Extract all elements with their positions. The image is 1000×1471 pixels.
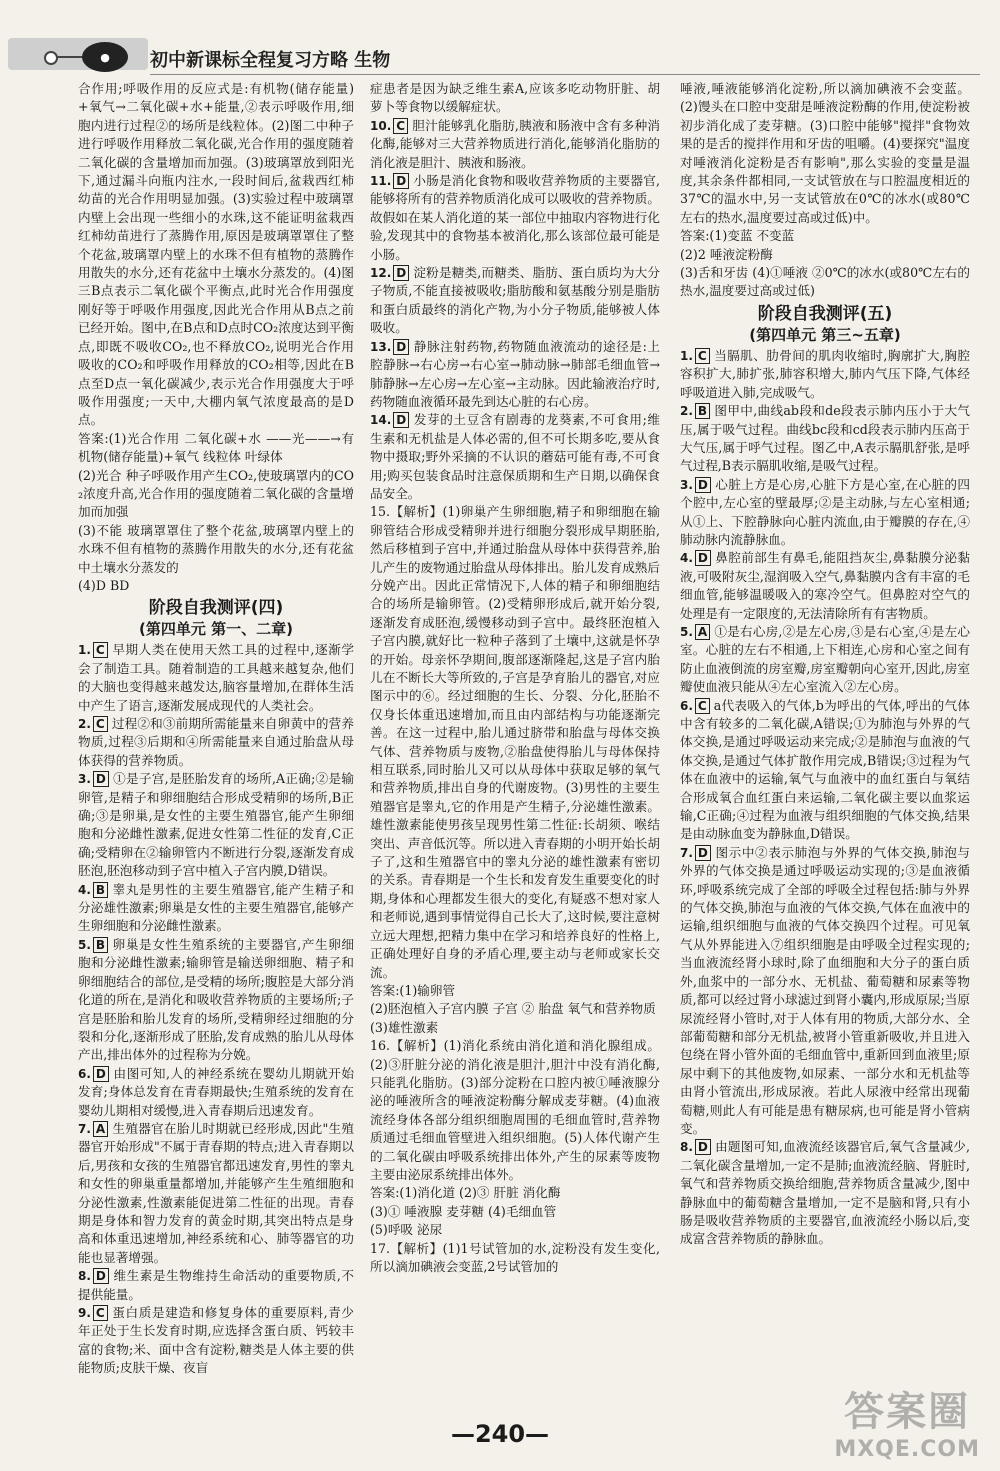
section-subtitle: (第四单元 第三~五章) (749, 325, 901, 344)
answer: 答案:(1)光合作用 二氧化碳+水 ——光——→有机物(储存能量)+氧气 线粒体 叶绿体 (78, 430, 354, 465)
answer-item (680, 1138, 970, 1248)
item-number: 7. (680, 845, 693, 860)
answer-letter: A (695, 624, 710, 640)
answer-letter: C (93, 1305, 108, 1321)
answer-letter: D (93, 1066, 109, 1082)
page-header (0, 0, 1000, 78)
answer-letter: B (93, 937, 108, 953)
answer: (3)舌和牙齿 (4)①唾液 ②0℃的冰水(或80℃左右的热水,温度要过高或过低) (680, 265, 970, 299)
item-text: 胆汁能够乳化脂肪,胰液和肠液中含有多种消化酶,能够对三大营养物质进行消化,能够消化脂肪的消化液是胆汁、胰液和肠液。 (370, 117, 660, 170)
answer-item (78, 936, 354, 1065)
answer: (2)胚泡植入子宫内膜 子宫 ② 胎盘 氧气和营养物质 (370, 1001, 656, 1017)
item-number: 12. (370, 266, 392, 281)
question-15: 15.【解析】(1)卵巢产生卵细胞,精子和卵细胞在输卵管结合形成受精卵并进行细胞分裂形成早期胚胎,然后移植到子宫中,并通过胎盘从母体中获得营养,胎儿产生的废物通过胎盘从母体排出。胎儿发育成熟后分娩产出。因此正常情况下,人体的精子和卵细胞结合的场所是输卵管。(2)受精卵形成后,就开始分裂,逐渐发育成胚泡,缓慢移动到子宫中。最终胚泡植入子宫内膜,就好比一粒种子落到了土壤中,这就是怀孕的开始。母亲怀孕期间,腹部逐渐隆起,这是子宫内胎儿在不断长大等所致的,子宫是孕育胎儿的器官,对应图示中的⑥。经过细胞的生长、分裂、分化,胚胎不仅身长体重迅速增加,而且由内部结构与功能逐渐完善。在这一过程中,胎儿通过脐带和胎盘与母体交换气体、营养物质与废物,②胎盘使得胎儿与母体保持相互联系,同时胎儿又可以从母体中获取足够的氧气和营养物质,排出自身的代谢废物。(3)男性的主要生殖器官是睾丸,它的作用是产生精子,分泌雄性激素。雄性激素能使男孩呈现男性第二性征:长胡须、喉结突出、声音低沉等。所以进入青春期的小明开始长胡子了,这和生殖器官中的睾丸分泌的雄性激素有密切的关系。青春期是一个生长和发育发生重要变化的时期,身体和心理都发生很大的变化,有疑惑不想对家人和老师说,遇到事情觉得自己长大了,这时候,要注意树立远大理想,把精力集中在学习和培养良好的性格上,正确处理好自身的矛盾心理,要主动与老师或家长交流。 (370, 504, 660, 980)
item-text: 淀粉是糖类,而糖类、脂肪、蛋白质均为大分子物质,不能直接被吸收;脂肪酸和氨基酸分别是脂肪和蛋白质最终的消化产物,为小分子物质,能够被人体吸收。 (370, 265, 660, 336)
item-text: 静脉注射药物,药物随血液流动的途径是:上腔静脉→右心房→右心室→肺动脉→肺部毛细血管→肺静脉→左心房→左心室→主动脉。因此输液治疗时,药物随血液循环最先到达心脏的右心房。 (370, 338, 660, 409)
answer-letter: C (393, 118, 408, 134)
answer-letter: D (93, 1268, 109, 1284)
answer-letter: B (93, 882, 108, 898)
answer: (2)2 唾液淀粉酶 (680, 246, 773, 262)
answer-item (680, 549, 970, 623)
item-number: 1. (680, 348, 693, 363)
answer: (2)光合 种子呼吸作用产生CO₂,使玻璃罩内的CO₂浓度升高,光合作用的强度随着二氧化碳的含量增加而加强 (78, 467, 354, 520)
answer-item (370, 264, 660, 338)
answer-item (680, 476, 970, 550)
answer-letter: C (93, 716, 108, 732)
item-number: 2. (78, 717, 91, 731)
question-17: 17.【解析】(1)1号试管加的水,淀粉没有发生变化,所以滴加碘液会变蓝,2号试管加的 (370, 1240, 660, 1274)
item-text: ①是右心房,②是左心房,③是右心室,④是左心室。心脏的左右不相通,上下相连,心房和心室之间有防止血液倒流的房室瓣,房室瓣朝向心室开,因此,房室瓣使血液只能从④左心室流入②左心房。 (680, 623, 970, 695)
item-number: 6. (78, 1066, 91, 1081)
answer: (3)① 唾液腺 麦芽糖 (4)毛细血管 (370, 1203, 557, 1219)
answer-letter: C (695, 348, 710, 364)
item-text: 小肠是消化食物和吸收营养物质的主要器官,能够将所有的营养物质消化成可以吸收的营养物质。故假如在某人消化道的某一部位中抽取内容物进行化验,发现其中的食物基本被消化,那么该部位最可能是小肠。 (370, 173, 660, 262)
answer-letter: D (695, 845, 711, 861)
item-number: 3. (78, 772, 91, 787)
paragraph: 症患者是因为缺乏维生素A,应该多吃动物肝脏、胡萝卜等食物以缓解症状。 (370, 81, 660, 115)
answer-letter: D (393, 339, 409, 355)
item-text: ①是子宫,是胚胎发育的场所,A正确;②是输卵管,是精子和卵细胞结合形成受精卵的场所,B正确;③是卵巢,是女性的主要生殖器官,能产生卵细胞和分泌雌性激素,促进女性第二性征的发育,C正确;受精卵在②输卵管内不断进行分裂,逐渐发育成胚泡,胚泡移动到子宫中植入子宫内膜,D错误。 (78, 771, 354, 879)
answer-item (370, 117, 660, 172)
item-text: 由图可知,人的神经系统在婴幼儿期就开始发育;身体总发育在青春期最快;生殖系统的发育在婴幼儿期相对缓慢,进入青春期后迅速发育。 (78, 1065, 354, 1118)
item-text: 早期人类在使用天然工具的过程中,逐渐学会了制造工具。随着制造的工具越来越复杂,他们的大脑也变得越来越发达,脑容量增加,在群体生活中产生了语言,逐渐发展成现代的人类社会。 (78, 642, 354, 713)
answer-letter: D (393, 265, 409, 281)
item-text: a代表吸入的气体,b为呼出的气体,呼出的气体中含有较多的二氧化碳,A错误;①为肺泡与外界的气体交换,是通过呼吸运动来完成;②是肺泡与血液的气体交换,是通过气体扩散作用完成,B错误;③过程为气体在血液中的运输,氧气与血液中的血红蛋白与氧结合形成氧合血红蛋白来运输,二氧化碳主要以血浆运输,C正确;④过程为血液与组织细胞的气体交换,结果是由动脉血变为静脉血,D错误。 (680, 697, 970, 842)
column-middle (370, 80, 660, 1276)
item-text: 维生素是生物维持生命活动的重要物质,不提供能量。 (78, 1268, 354, 1302)
item-number: 6. (680, 698, 693, 713)
answer-letter: D (93, 771, 109, 787)
item-number: 4. (680, 551, 693, 566)
paragraph: 合作用;呼吸作用的反应式是:有机物(储存能量)+氧气→二氧化碳+水+能量,②表示呼吸作用,细胞内进行过程②的场所是线粒体。(2)图二中种子进行呼吸作用释放二氧化碳,光合作用的强度随着二氧化碳的含量增加而加强。(3)玻璃罩放到阳光下,通过漏斗向瓶内注水,一段时间后,盆栽西红柿幼苗的光合作用明显加强。(3)实验过程中玻璃罩内壁上会出现一些细小的水珠,这不能证明盆栽西红柿幼苗进行了蒸腾作用,原因是玻璃罩罩住了整个花盆,玻璃罩内壁上的水珠不但有植物的蒸腾作用散失的水分,还有花盆中土壤水分蒸发的。(4)图三B点表示二氧化碳个平衡点,此时光合作用强度刚好等于呼吸作用强度,因此光合作用从B点之前已经开始。图中,在B点和D点时CO₂浓度达到平衡点,即既不吸收CO₂,也不释放CO₂,说明光合作用吸收的CO₂和呼吸作用释放的CO₂相等,因此在B点至D点一氧化碳减少,表示光合作用强度大于呼吸作用强度;一天中,大棚内氧气浓度最高的是D点。 (78, 81, 354, 428)
answer: 答案:(1)输卵管 (370, 982, 456, 998)
item-text: 当膈肌、肋骨间的肌肉收缩时,胸廓扩大,胸腔容积扩大,肺扩张,肺容积增大,肺内气压下降,气体经呼吸道进入肺,完成吸气。 (680, 347, 970, 400)
item-text: 蛋白质是建造和修复身体的重要原料,青少年正处于生长发育时期,应选择含蛋白质、钙较丰富的食物;米、面中含有淀粉,糖类是人体主要的供能物质;皮肤干燥、夜盲 (78, 1305, 354, 1376)
item-number: 14. (370, 413, 392, 428)
answer-letter: D (695, 1139, 711, 1155)
paragraph: 唾液,唾液能够消化淀粉,所以滴加碘液不会变蓝。(2)馒头在口腔中变甜是唾液淀粉酶的作用,使淀粉被初步消化成了麦芽糖。(3)口腔中能够"搅拌"食物效果的是舌的搅拌作用和牙齿的咀嚼。(4)要探究"温度对唾液消化淀粉是否有影响",那么实验的变量是温度,其余条件都相同,一支试管放在与口腔温度相近的37℃的温水中,另一支试管放在0℃的冰水(或80℃左右的热水,温度要过高或过低)中。 (680, 81, 970, 225)
item-number: 11. (370, 174, 392, 189)
item-number: 10. (370, 118, 392, 133)
answer-item (78, 770, 354, 880)
item-number: 7. (78, 1121, 91, 1136)
item-text: 过程②和③前期所需能量来自卵黄中的营养物质,过程③后期和④所需能量来自通过胎盘从母体获得的营养物质。 (78, 716, 354, 768)
page-title: 初中新课标全程复习方略 生物 (150, 50, 391, 71)
answer-item (78, 715, 354, 770)
item-number: 5. (680, 624, 693, 639)
item-number: 2. (680, 404, 693, 419)
answer-item (680, 402, 970, 476)
answer-item (680, 697, 970, 844)
answer-letter: C (695, 698, 710, 714)
answer-item (78, 881, 354, 936)
item-number: 8. (78, 1269, 91, 1284)
section-title: 阶段自我测评(五) (757, 303, 893, 324)
answer: (4)D BD (78, 577, 130, 593)
answer-item (78, 1120, 354, 1267)
column-right (680, 80, 970, 1249)
answer-letter: C (93, 642, 108, 658)
item-text: 由题图可知,血液流经该器官后,氧气含量减少,二氧化碳含量增加,一定不是肺;血液流经脑、肾脏时,氧气和营养物质交换给细胞,营养物质含量减少,图中静脉血中的葡萄糖含量增加,一定不是脑和肾,只有小肠是吸收营养物质的主要器官,血液流经小肠以后,变成富含营养物质的静脉血。 (680, 1139, 970, 1247)
item-number: 1. (78, 643, 91, 658)
answer-item (370, 172, 660, 264)
answer-item (680, 623, 970, 697)
answer-item (78, 1267, 354, 1304)
watermark (834, 1380, 980, 1462)
watermark-line: 答案圈 (844, 1389, 971, 1435)
item-text: 鼻腔前部生有鼻毛,能阻挡灰尘,鼻黏膜分泌黏液,可吸附灰尘,湿润吸入空气,鼻黏膜内含有丰富的毛细血管,能够温暖吸入的寒冷空气。但鼻腔对空气的处理是有一定限度的,无法清除所有有害物质。 (680, 550, 970, 621)
answer-letter: A (93, 1121, 108, 1137)
book-logo-icon: ● (82, 42, 128, 72)
answer: 答案:(1)变蓝 不变蓝 (680, 228, 795, 244)
answer-item (78, 1304, 354, 1378)
item-number: 4. (78, 882, 91, 897)
item-text: 卵巢是女性生殖系统的主要器官,产生卵细胞和分泌雌性激素;输卵管是输送卵细胞、精子和卵细胞结合的部位,是受精的场所;腹腔是大部分消化道的所在,是消化和吸收营养物质的主要场所;子宫是胚胎和胎儿发育的场所,受精卵经过细胞的分裂和分化,逐渐形成了胚胎,发育成熟的胎儿从母体产出,排出体外的过程称为分娩。 (78, 936, 354, 1063)
answer-letter: D (695, 550, 711, 566)
answer: (5)呼吸 泌尿 (370, 1222, 443, 1238)
answer-item (680, 844, 970, 1139)
header-dot (44, 51, 58, 65)
item-number: 8. (680, 1140, 693, 1155)
page-number: —240— (450, 1420, 550, 1448)
item-number: 3. (680, 477, 693, 492)
question-16: 16.【解析】(1)消化系统由消化道和消化腺组成。(2)③肝脏分泌的消化液是胆汁,胆汁中没有消化酶,只能乳化脂肪。(3)部分淀粉在口腔内被①唾液腺分泌的唾液所含的唾液淀粉酶分解成麦芽糖。(4)血液流经身体各部分组织细胞周围的毛细血管时,营养物质通过毛细血管壁进入组织细胞。(5)人体代谢产生的二氧化碳由呼吸系统排出体外,产生的尿素等废物主要由泌尿系统排出体外。 (370, 1038, 660, 1182)
watermark-line: MXQE.COM (834, 1437, 980, 1462)
answer-item (78, 1065, 354, 1120)
item-number: 13. (370, 339, 392, 354)
answer-item (370, 338, 660, 412)
section-subtitle: (第四单元 第一、二章) (139, 620, 293, 639)
answer: 答案:(1)消化道 (2)③ 肝脏 消化酶 (370, 1185, 561, 1201)
section-title: 阶段自我测评(四) (148, 598, 284, 619)
item-text: 生殖器官在胎儿时期就已经形成,因此"生殖器官开始形成"不属于青春期的特点;进入青春期以后,男孩和女孩的生殖器官都迅速发育,男性的睾丸和女性的卵巢重量都增加,并能够产生生殖细胞和分泌性激素,性激素能促进第二性征的出现。青春期是身体和智力发育的黄金时期,其突出特点是身高和体重迅速增加,神经系统和心、肺等器官的功能也显著增强。 (78, 1120, 354, 1265)
item-number: 9. (78, 1306, 91, 1320)
header-rule (150, 74, 980, 75)
answer-letter: D (393, 173, 409, 189)
item-number: 5. (78, 937, 91, 952)
item-text: 图示中②表示肺泡与外界的气体交换,肺泡与外界的气体交换是通过呼吸运动实现的;③是血液循环,呼吸系统完成了全部的呼吸全过程包括:肺与外界的气体交换,肺泡与血液的气体交换,气体在血液中的运输,组织细胞与血液的气体交换四个过程。可见氧气从外界能进入⑦组织细胞是由呼吸全过程实现的;当血液流经肾小球时,除了血细胞和大分子的蛋白质外,血浆中的一部分水、无机盐、葡萄糖和尿素等物质,都可以经过肾小球滤过到肾小囊内,形成原尿;当原尿流经肾小管时,对于人体有用的物质,大部分水、全部葡萄糖和部分无机盐,被肾小管重新吸收,并且进入包绕在肾小管外面的毛细血管中,重新回到血液里;原尿中剩下的其他废物,如尿素、一部分水和无机盐等由肾小管流出,形成尿液。若此人尿液中经常出现葡萄糖,则此人有可能是患有糖尿病,也可能是肾小管病变。 (680, 844, 970, 1136)
answer-letter: D (393, 412, 409, 428)
answer-letter: B (695, 403, 710, 419)
item-text: 图甲中,曲线ab段和de段表示肺内压小于大气压,属于吸气过程。曲线bc段和cd段表示肺内压高于大气压,属于呼气过程。图乙中,A表示膈肌舒张,是呼气过程,B表示膈肌收缩,是吸气过程。 (680, 403, 970, 474)
answer-letter: D (695, 477, 711, 493)
item-text: 睾丸是男性的主要生殖器官,能产生精子和分泌雄性激素;卵巢是女性的主要生殖器官,能够产生卵细胞和分泌雌性激素。 (78, 881, 354, 934)
answer-item (370, 411, 660, 503)
column-left (78, 80, 354, 1378)
answer-item (680, 347, 970, 402)
item-text: 心脏上方是心房,心脏下方是心室,在心脏的四个腔中,左心室的壁最厚;②是主动脉,与左心室相通;从①上、下腔静脉向心脏内流血,由于瓣膜的存在,④肺动脉内流静脉血。 (680, 476, 970, 547)
answer: (3)雄性激素 (370, 1019, 439, 1035)
answer: (3)不能 玻璃罩罩住了整个花盆,玻璃罩内壁上的水珠不但有植物的蒸腾作用散失的水分,还有花盆中土壤水分蒸发的 (78, 522, 354, 575)
item-text: 发芽的土豆含有剧毒的龙葵素,不可食用;维生素和无机盐是人体必需的,但不可长期多吃,要从食物中摄取;野外采摘的不认识的蘑菇可能有毒,不可食用;购买包装食品时注意保质期和生产日期,以确保食品安全。 (370, 412, 660, 501)
answer-item (78, 641, 354, 715)
